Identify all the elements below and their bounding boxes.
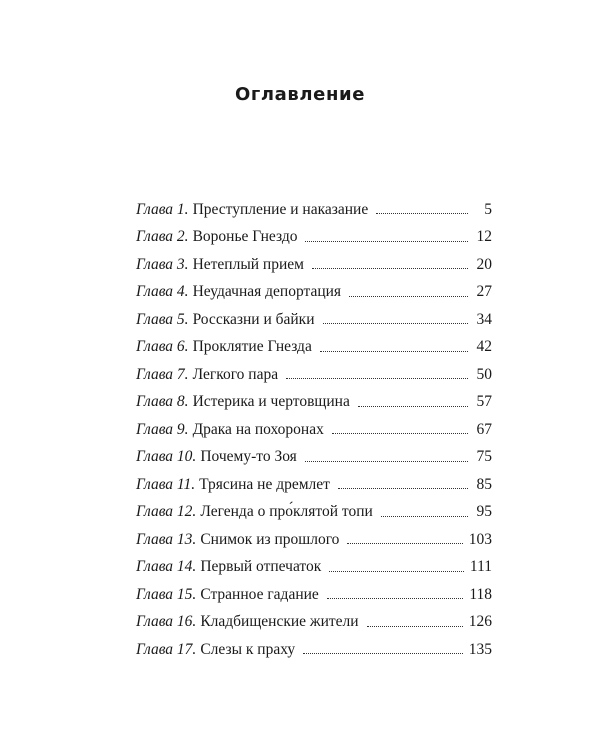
chapter-title: Преступление и наказание: [192, 200, 369, 218]
toc-entry-14[interactable]: [136, 554, 492, 582]
dot-leader: [376, 212, 468, 214]
dot-leader: [367, 625, 463, 627]
dot-leader: [358, 405, 468, 407]
dot-leader: [305, 240, 468, 242]
chapter-number: Глава 15.: [136, 585, 197, 603]
toc-entry-6[interactable]: [136, 334, 492, 362]
dot-leader: [332, 432, 468, 434]
chapter-title: Проклятие Гнезда: [192, 338, 312, 356]
chapter-number: Глава 12.: [136, 503, 197, 521]
toc-entry-10[interactable]: [136, 444, 492, 472]
chapter-number: Глава 16.: [136, 613, 197, 631]
toc-entry-2[interactable]: [136, 224, 492, 252]
page-number: 67: [476, 420, 492, 438]
dot-leader: [329, 570, 464, 572]
chapter-number: Глава 14.: [136, 558, 197, 576]
chapter-title: Трясина не дремлет: [199, 475, 330, 493]
chapter-number: Глава 13.: [136, 530, 197, 548]
chapter-title: Россказни и байки: [192, 310, 315, 328]
chapter-title: Почему-то Зоя: [200, 448, 297, 466]
dot-leader: [305, 460, 468, 462]
dot-leader: [338, 487, 468, 489]
toc-entry-5[interactable]: [136, 306, 492, 334]
chapter-title: Легкого пара: [192, 365, 279, 383]
page-number: 75: [476, 448, 492, 466]
page-number: 118: [469, 585, 492, 603]
page-number: 103: [468, 530, 492, 548]
page-number: 126: [468, 613, 492, 631]
toc-entry-1[interactable]: [136, 196, 492, 224]
chapter-title: Снимок из прошлого: [200, 530, 340, 548]
chapter-number: Глава 8.: [136, 393, 189, 411]
dot-leader: [349, 295, 468, 297]
page-number: 27: [476, 283, 492, 301]
page-number: 85: [476, 475, 492, 493]
table-of-contents: [136, 196, 492, 664]
page-number: 20: [476, 255, 492, 273]
chapter-title: Легенда о про́клятой топи: [200, 503, 373, 521]
page-number: 42: [476, 338, 492, 356]
page-number: 12: [476, 228, 492, 246]
chapter-number: Глава 2.: [136, 228, 189, 246]
dot-leader: [381, 515, 468, 517]
toc-entry-8[interactable]: [136, 389, 492, 417]
dot-leader: [347, 542, 462, 544]
toc-entry-9[interactable]: [136, 416, 492, 444]
toc-entry-12[interactable]: [136, 499, 492, 527]
chapter-title: Драка на похоронах: [192, 420, 324, 438]
chapter-number: Глава 17.: [136, 640, 197, 658]
page-number: 50: [476, 365, 492, 383]
page-number: 57: [476, 393, 492, 411]
chapter-number: Глава 6.: [136, 338, 189, 356]
chapter-title: Слезы к праху: [200, 640, 296, 658]
dot-leader: [327, 597, 464, 599]
chapter-number: Глава 9.: [136, 420, 189, 438]
dot-leader: [303, 652, 463, 654]
chapter-number: Глава 10.: [136, 448, 197, 466]
chapter-title: Кладбищенские жители: [200, 613, 359, 631]
chapter-title: Нетеплый прием: [192, 255, 304, 273]
chapter-title: Воронье Гнездо: [192, 228, 298, 246]
chapter-title: Странное гадание: [200, 585, 319, 603]
toc-entry-13[interactable]: [136, 526, 492, 554]
toc-entry-7[interactable]: [136, 361, 492, 389]
dot-leader: [286, 377, 468, 379]
chapter-title: Неудачная депортация: [192, 283, 342, 301]
page-number: 135: [468, 640, 492, 658]
toc-entry-4[interactable]: [136, 279, 492, 307]
chapter-number: Глава 1.: [136, 200, 189, 218]
dot-leader: [323, 322, 468, 324]
page-number: 34: [476, 310, 492, 328]
chapter-number: Глава 3.: [136, 255, 189, 273]
toc-entry-16[interactable]: [136, 609, 492, 637]
chapter-number: Глава 5.: [136, 310, 189, 328]
dot-leader: [320, 350, 468, 352]
dot-leader: [312, 267, 468, 269]
page-number: 5: [484, 200, 492, 218]
toc-entry-3[interactable]: [136, 251, 492, 279]
page-title: Оглавление: [234, 84, 366, 105]
toc-entry-15[interactable]: [136, 581, 492, 609]
chapter-number: Глава 7.: [136, 365, 189, 383]
page-number: 95: [476, 503, 492, 521]
toc-entry-17[interactable]: [136, 636, 492, 664]
chapter-title: Истерика и чертовщина: [192, 393, 350, 411]
toc-entry-11[interactable]: [136, 471, 492, 499]
chapter-number: Глава 11.: [136, 475, 196, 493]
page-number: 111: [469, 558, 492, 576]
chapter-number: Глава 4.: [136, 283, 189, 301]
chapter-title: Первый отпечаток: [200, 558, 322, 576]
